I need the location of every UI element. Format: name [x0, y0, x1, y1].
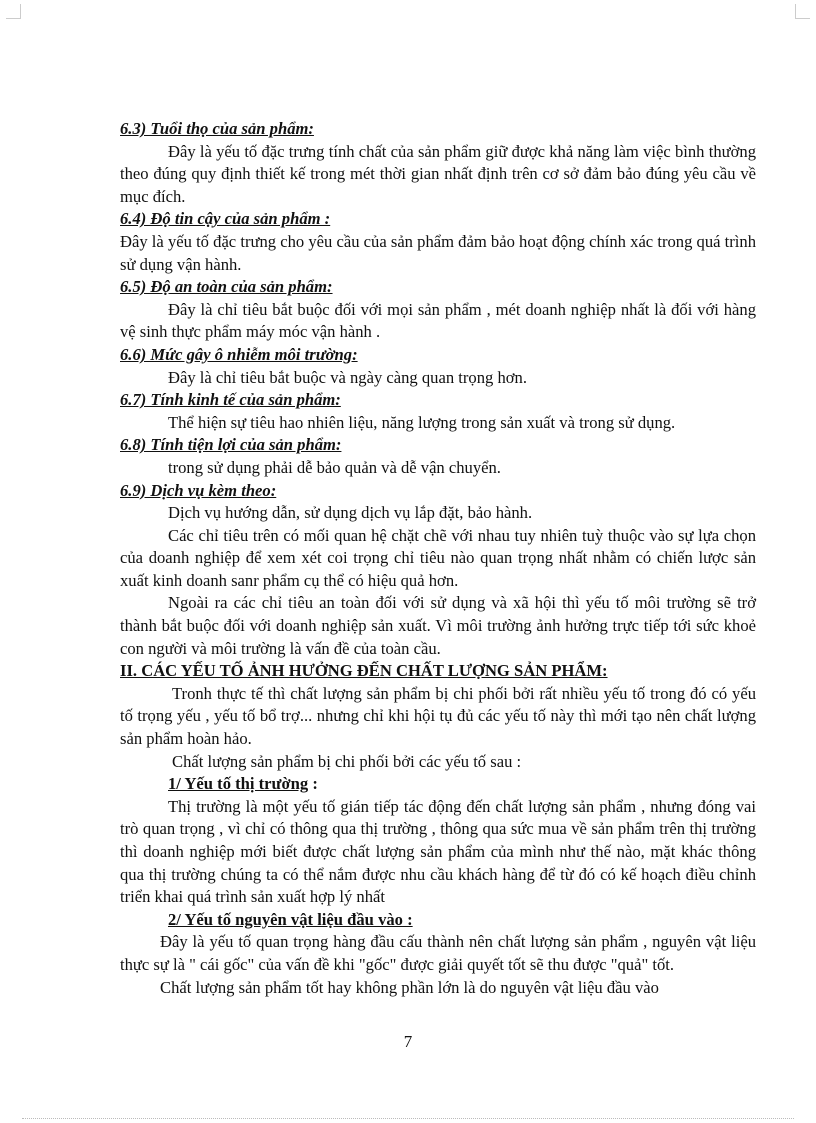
paragraph-materials: Đây là yếu tố quan trọng hàng đầu cấu thành nên chất lượng sản phẩm , nguyên vật liệu thực sự là " cái gốc" của vấn đề khi "gốc" được giải quyết tốt sẽ thu được "quả" tốt. — [120, 932, 756, 974]
paragraph-6-6: Đây là chỉ tiêu bắt buộc và ngày càng quan trọng hơn. — [168, 367, 527, 387]
subheading-1-market — [120, 773, 756, 796]
paragraph-market: Thị trường là một yếu tố gián tiếp tác động đến chất lượng sản phẩm , nhưng đóng vai trò quan trọng , vì chỉ có thông qua thị trường , thông qua sức mua về sản phẩm trên thị trường thì doanh nghiệp mới biết được chất lượng sản phẩm của mình như thế nào, mặt khác thông qua thị trường chúng ta có thể nắm được nhu cầu khách hàng để từ đó có kế hoạch điều chỉnh triển khai quá trình sản xuất hợp lý nhất — [120, 796, 756, 907]
paragraph-6-4: Đây là yếu tố đặc trưng cho yêu cầu của sản phẩm đảm bảo hoạt động chính xác trong quá trình sử dụng vận hành. — [120, 231, 756, 274]
heading-6-4: 6.4) Độ tin cậy của sản phẩm : — [120, 209, 331, 229]
heading-section-II: II. CÁC YẾU TỐ ẢNH HƯỞNG ĐẾN CHẤT LƯỢNG SẢN PHẨM: — [120, 661, 608, 681]
subheading-2-materials: 2/ Yếu tố nguyên vật liệu đầu vào : — [168, 909, 413, 929]
paragraph-factors-list-intro: Chất lượng sản phẩm bị chi phối bởi các yếu tố sau : — [172, 751, 522, 771]
heading-6-6: 6.6) Mức gây ô nhiễm môi trường: — [120, 344, 358, 364]
crop-mark-top-left — [6, 4, 21, 19]
footer-dotted-rule — [22, 1118, 794, 1119]
subheading-1-label: 1/ Yếu tố thị trường — [168, 774, 309, 794]
paragraph-factors-intro: Tronh thực tế thì chất lượng sản phẩm bị chi phối bởi rất nhiều yếu tố trong đó có yếu tố trọng yếu , yếu tố bổ trợ... nhưng chỉ khi hội tụ đủ các yếu tố này thì mới tạo nên chất lượng sản phẩm hoàn hảo. — [120, 683, 756, 749]
heading-6-8: 6.8) Tính tiện lợi của sản phẩm: — [120, 435, 342, 455]
crop-mark-top-right — [795, 4, 810, 19]
heading-6-7: 6.7) Tính kinh tế của sản phẩm: — [120, 390, 341, 410]
heading-6-3: 6.3) Tuổi thọ của sản phẩm: — [120, 119, 314, 138]
paragraph-criteria-relation: Các chỉ tiêu trên có mối quan hệ chặt chẽ với nhau tuy nhiên tuỳ thuộc vào sự lựa chọn của doanh nghiệp để xem xét coi trọng chỉ tiêu nào quan trọng nhất nhằm có chiến lược sản xuất kinh doanh sanr phẩm cụ thể có hiệu quả hơn. — [120, 525, 756, 590]
heading-6-9: 6.9) Dịch vụ kèm theo: — [120, 480, 277, 500]
page-number: 7 — [403, 1032, 413, 1051]
paragraph-6-3: Đây là yếu tố đặc trưng tính chất của sản phẩm giữ được khả năng làm việc bình thường theo đúng quy định thiết kế trong mét thời gian nhất định trên cơ sở đảm bảo đúng yêu cầu về mục đích. — [120, 141, 756, 206]
paragraph-6-8: trong sử dụng phải dễ bảo quản và dễ vận chuyển. — [168, 457, 501, 477]
subheading-1-suffix: : — [308, 774, 318, 794]
paragraph-6-5: Đây là chỉ tiêu bắt buộc đối với mọi sản phẩm , mét doanh nghiệp nhất là đối với hàng vệ sinh thực phẩm máy móc vận hành . — [120, 299, 756, 342]
paragraph-safety-environment: Ngoài ra các chỉ tiêu an toàn đối với sử dụng và xã hội thì yếu tố môi trường sẽ trở thành bắt buộc đối với doanh nghiệp sản xuất. Vì môi trường ảnh hưởng trực tiếp tới sức khoẻ con người và môi trường là vấn đề của toàn cầu. — [120, 593, 756, 658]
document-body — [120, 118, 756, 999]
paragraph-6-9: Dịch vụ hướng dẫn, sử dụng dịch vụ lắp đặt, bảo hành. — [168, 503, 533, 523]
paragraph-materials-continued: Chất lượng sản phẩm tốt hay không phần lớn là do nguyên vật liệu đầu vào — [160, 977, 659, 997]
heading-6-5: 6.5) Độ an toàn của sản phẩm: — [120, 277, 333, 297]
paragraph-6-7: Thể hiện sự tiêu hao nhiên liệu, năng lượng trong sản xuất và trong sử dụng. — [168, 412, 676, 432]
